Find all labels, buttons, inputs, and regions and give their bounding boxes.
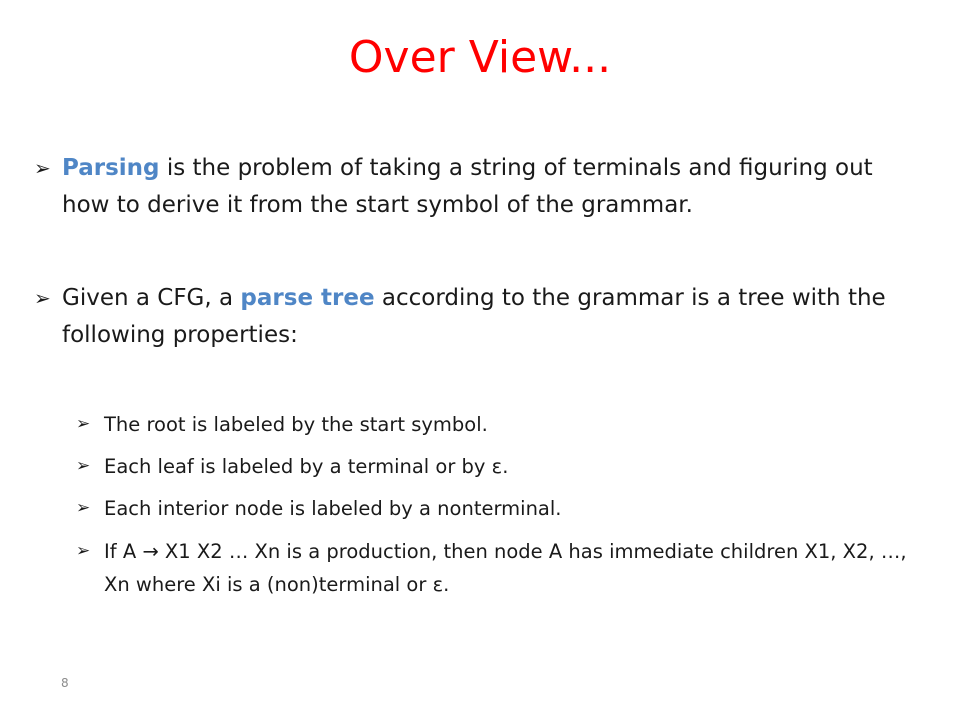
bullet-body-after: according to the grammar is a tree with the following properties: — [62, 285, 886, 348]
slide-title: Over View... — [348, 32, 612, 83]
arrow-bullet-icon: ➢ — [76, 541, 91, 561]
highlight-term: Parsing — [62, 155, 160, 181]
bullet-text — [62, 280, 914, 354]
arrow-bullet-icon: ➢ — [76, 456, 91, 476]
arrow-bullet-icon: ➢ — [76, 498, 91, 518]
page-number: 8 — [61, 676, 69, 690]
sub-bullet-production — [76, 535, 916, 601]
sub-bullet-interior — [76, 492, 916, 525]
sub-bullet-text: The root is labeled by the start symbol. — [104, 413, 488, 436]
bullet-text — [62, 150, 914, 224]
sub-bullet-root — [76, 408, 916, 441]
bullet-body-before: Given a CFG, a — [62, 285, 241, 311]
arrow-bullet-icon: ➢ — [34, 286, 51, 310]
highlight-term: parse tree — [240, 285, 375, 311]
sub-bullet-leaf — [76, 450, 916, 483]
arrow-bullet-icon: ➢ — [76, 414, 91, 434]
sub-bullet-text: If A → X1 X2 … Xn is a production, then node A has immediate children X1, X2, …, Xn where Xi is a (non)terminal or ε. — [104, 540, 907, 596]
bullet-parse-tree — [34, 280, 914, 354]
bullet-body: is the problem of taking a string of terminals and figuring out how to derive it from the start symbol of the grammar. — [62, 155, 873, 218]
arrow-bullet-icon: ➢ — [34, 156, 51, 180]
sub-bullet-text: Each interior node is labeled by a nonterminal. — [104, 497, 562, 520]
bullet-parsing — [34, 150, 914, 224]
sub-bullet-text: Each leaf is labeled by a terminal or by ε. — [104, 455, 509, 478]
